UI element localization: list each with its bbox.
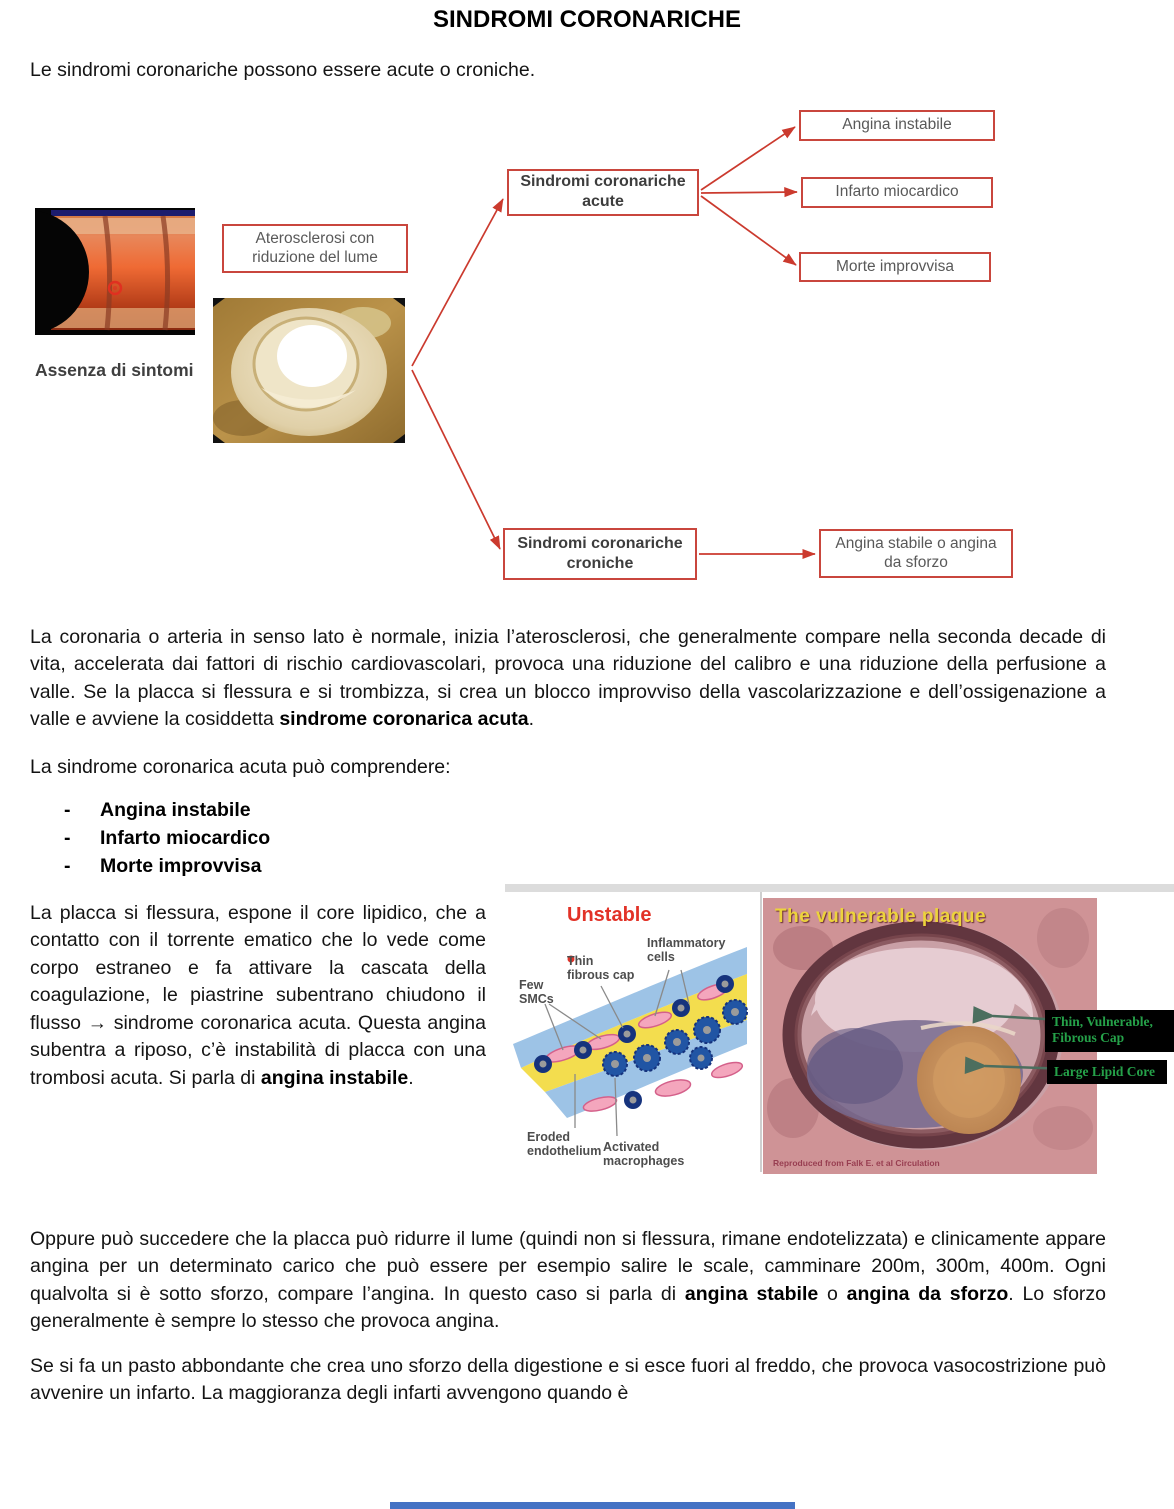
- paragraph-atherosclerosis: La coronaria o arteria in senso lato è normale, inizia l’aterosclerosi, che generalmente compare nella seconda decade di vita, accelerata dai fattori di rischio cardiovascolari, provoca una riduzione del calibro e una riduzione della perfusione a valle. Se la placca si flessura e si trombizza, si crea un blocco improvviso della vascolarizzazione e dell’ossigenazione a valle e avviene la cosiddetta sindrome coronarica acuta.: [30, 625, 1106, 730]
- bold-angina-stabile: angina stabile: [684, 1282, 819, 1305]
- artery-illustration: [35, 208, 195, 335]
- angina-instabile-box: Angina instabile: [799, 110, 995, 141]
- angina-stabile-box: Angina stabile o angina da sforzo: [819, 529, 1013, 578]
- list-item: - Infarto miocardico: [64, 824, 1174, 852]
- infarto-miocardico-box: Infarto miocardico: [801, 177, 993, 208]
- coronary-syndromes-flow-diagram: [0, 98, 1174, 610]
- page-title: SINDROMI CORONARICHE: [432, 6, 741, 33]
- paragraph-stable-angina: Oppure può succedere che la placca può ridurre il lume (quindi non si flessura, rimane endotelizzata) e clinicamente appare angina per un determinato carico che può essere per esempio salire le scale, camminare 200m, 300m, 400m. Ogni qualvolta si è sotto sforzo, compare l’angina. In questo caso si parla di angina stabile o angina da sforzo. Lo sforzo generalmente è sempre lo stesso che provoca angina.: [30, 1227, 1107, 1332]
- label-inflammatory-cells: Inflammatory cells: [647, 935, 726, 964]
- label-thin-vulnerable-fibrous-cap: Thin, Vulnerable, Fibrous Cap: [1045, 1010, 1174, 1052]
- acute-syndrome-intro-line: La sindrome coronarica acuta può comprendere:: [30, 755, 451, 778]
- unstable-plaque-section: [0, 882, 1174, 1184]
- morte-improvvisa-box: Morte improvvisa: [799, 252, 991, 282]
- label-thin-fibrous-cap: Thin fibrous cap: [567, 953, 635, 982]
- artery-cross-section-photo: [213, 298, 405, 443]
- plaque-title: The vulnerable plaque: [775, 905, 987, 927]
- paragraph-atherosclerosis-text: La coronaria o arteria in senso lato è normale, inizia l’aterosclerosi, che generalmente compare nella seconda decade di vita, accelerata dai fattori di rischio cardiovascolari, provoca una riduzione del calibro e una riduzione della perfusione a valle. Se la placca si flessura e si trombizza, si crea un blocco improvviso della vascolarizzazione e dell’ossigenazione a valle e avviene la cosiddetta: [30, 625, 1106, 730]
- intro-paragraph: Le sindromi coronariche possono essere acute o croniche.: [30, 59, 536, 81]
- label-large-lipid-core: Large Lipid Core: [1047, 1060, 1167, 1084]
- acute-syndromes-box: Sindromi coronariche acute: [507, 169, 699, 216]
- chronic-syndromes-box: Sindromi coronariche croniche: [503, 528, 697, 580]
- bold-angina-instabile: angina instabile: [260, 1066, 409, 1089]
- label-activated-macrophages: Activated macrophages: [603, 1139, 685, 1168]
- label-few-smcs: Few SMCs: [519, 977, 554, 1006]
- plaque-caption: Reproduced from Falk E. et al Circulation: [773, 1157, 940, 1168]
- unstable-title: Unstable: [567, 903, 652, 926]
- acute-syndrome-list: [0, 796, 1174, 880]
- bold-sindrome-coronarica-acuta: sindrome coronarica acuta: [279, 708, 529, 730]
- plaque-slide-figure: [505, 884, 1174, 1174]
- label-eroded-endothelium: Eroded endothelium: [527, 1129, 602, 1158]
- assenza-di-sintomi-label: Assenza di sintomi: [35, 359, 194, 380]
- list-item: - Angina instabile: [64, 796, 1174, 824]
- bold-angina-da-sforzo: angina da sforzo: [846, 1282, 1009, 1305]
- atherosclerosis-box: Aterosclerosi con riduzione del lume: [222, 224, 408, 273]
- unstable-diagram-art: [505, 892, 758, 1170]
- list-item: - Morte improvvisa: [64, 852, 1174, 880]
- left-text-column: [0, 900, 492, 1093]
- paragraph-digestione: Se si fa un pasto abbondante che crea uno sforzo della digestione e si esce fuori al freddo, che provoca vasocostrizione può avvenire un infarto. La maggioranza degli infarti avvengono quando è: [30, 1354, 1106, 1404]
- unstable-plaque-diagram: [505, 892, 762, 1172]
- bottom-scroll-indicator: [390, 1502, 795, 1509]
- paragraph-plaque-fissure: La placca si flessura, espone il core lipidico, che a contatto con il torrente ematico che lo vede come corpo estraneo e fa attivare la cascata della coagulazione, le piastrine subentrano chiudono il flusso → sindrome coronarica acuta. Questa angina subentra a riposo, c’è instabilità di placca con una trombosi acuta. Si parla di angina instabile.: [30, 901, 486, 1089]
